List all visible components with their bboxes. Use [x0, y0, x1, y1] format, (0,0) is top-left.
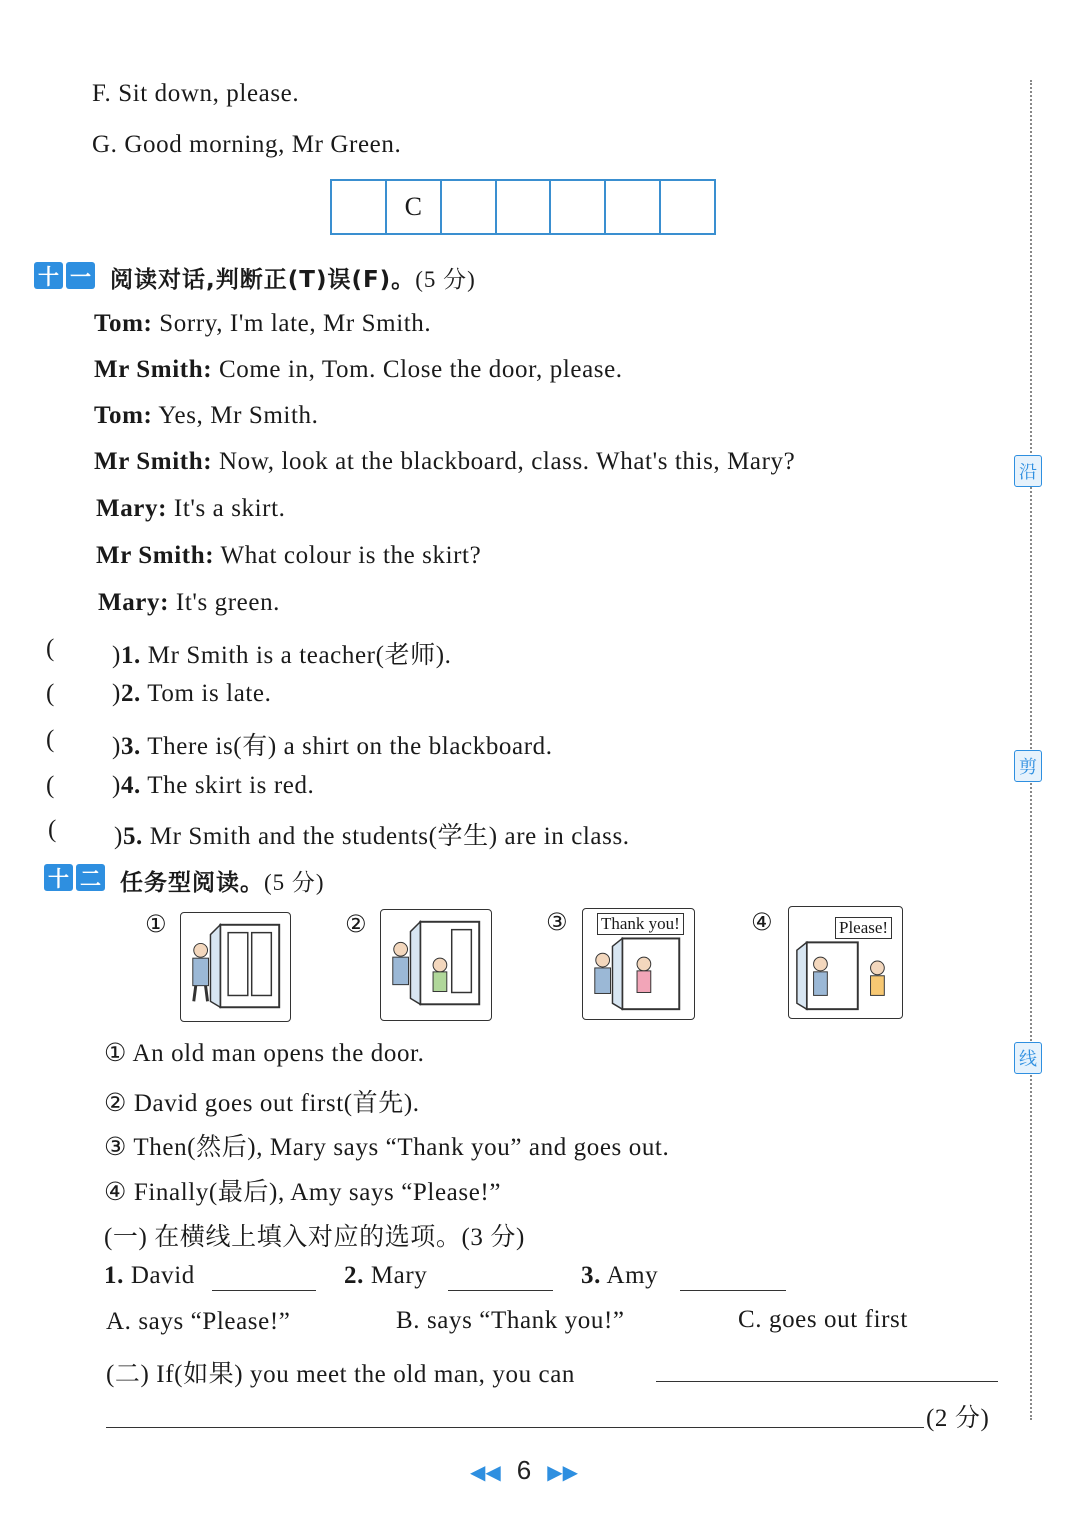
- option-g: G. Good morning, Mr Green.: [92, 131, 402, 158]
- story-sentence: ③ Then(然后), Mary says “Thank you” and goes out.: [104, 1134, 670, 1161]
- part-2-prompt: (二) If(如果) you meet the old man, you can: [106, 1361, 576, 1388]
- question-num: 1.: [120, 642, 141, 669]
- door-scene-illustration: [181, 913, 290, 1021]
- question-text: The skirt is red.: [147, 772, 315, 799]
- prev-page-icon[interactable]: ◀◀: [470, 1462, 501, 1484]
- tf-question: [114, 816, 630, 852]
- speaker: Mr Smith:: [96, 542, 215, 569]
- tf-question: [112, 772, 314, 800]
- item-num: 3.: [581, 1262, 601, 1289]
- story-sentence: ① An old man opens the door.: [104, 1040, 425, 1067]
- dialogue-line: [94, 310, 431, 338]
- pager: [0, 1455, 1048, 1486]
- picture-number: ①: [145, 910, 167, 938]
- answer-blank[interactable]: [680, 1290, 786, 1291]
- speaker: Mr Smith:: [94, 356, 213, 383]
- story-sentence: ④ Finally(最后), Amy says “Please!”: [104, 1179, 502, 1206]
- answer-bracket-open[interactable]: (: [46, 772, 55, 799]
- dialogue-text: Sorry, I'm late, Mr Smith.: [159, 310, 432, 337]
- answer-bracket-open[interactable]: (: [48, 816, 57, 843]
- question-num: 4.: [120, 772, 141, 799]
- speaker: Mary:: [98, 589, 170, 616]
- bracket-close: ): [114, 823, 123, 850]
- section-11-title: [110, 261, 476, 294]
- answer-cell[interactable]: C: [387, 181, 442, 233]
- item-name: Amy: [606, 1262, 659, 1289]
- badge-char: 十: [34, 262, 63, 289]
- next-page-icon[interactable]: ▶▶: [547, 1462, 578, 1484]
- bracket-close: ): [112, 642, 121, 669]
- picture-number: ④: [751, 908, 773, 936]
- dialogue-line: [94, 402, 318, 430]
- section-12-title: [120, 864, 325, 897]
- dialogue-text: It's green.: [175, 589, 281, 616]
- choice-c: C. goes out first: [738, 1306, 908, 1333]
- fill-item: [104, 1262, 195, 1290]
- picture-number: ②: [345, 910, 367, 938]
- tf-question: [112, 680, 271, 708]
- margin-tag: 沿: [1014, 455, 1042, 487]
- question-num: 5.: [122, 823, 143, 850]
- dialogue-line: [98, 589, 280, 617]
- picture-amy-please: [788, 906, 903, 1019]
- picture-old-man-opens-door: [180, 912, 291, 1022]
- speaker: Mr Smith:: [94, 448, 213, 475]
- answer-cell[interactable]: [551, 181, 606, 233]
- dialogue-text: Yes, Mr Smith.: [158, 402, 319, 429]
- margin-tag: 剪: [1014, 750, 1042, 782]
- story-sentence: ② David goes out first(首先).: [104, 1090, 420, 1117]
- section-points: (5 分): [264, 870, 325, 895]
- choice-b: B. says “Thank you!”: [396, 1307, 625, 1334]
- picture-david-goes-out: [380, 909, 492, 1021]
- section-12-badge: [44, 864, 105, 891]
- dialogue-line: [96, 495, 286, 523]
- part-1-title: (一) 在横线上填入对应的选项。(3 分): [104, 1224, 525, 1251]
- dialogue-line: [96, 542, 481, 570]
- section-title-text: 任务型阅读。: [120, 870, 264, 896]
- answer-blank[interactable]: [106, 1427, 924, 1428]
- speech-bubble: Thank you!: [597, 913, 684, 935]
- dialogue-line: [94, 448, 795, 476]
- badge-char: 十: [44, 864, 73, 891]
- fill-item: [581, 1262, 658, 1290]
- answer-cell[interactable]: [332, 181, 387, 233]
- question-text: Mr Smith and the students(学生) are in class.: [149, 823, 630, 850]
- door-scene-illustration: [381, 910, 491, 1020]
- tf-question: [112, 726, 553, 762]
- fill-item: [344, 1262, 427, 1290]
- speaker: Tom:: [94, 402, 153, 429]
- section-points: (5 分): [415, 267, 476, 292]
- speech-bubble: Please!: [835, 917, 892, 939]
- answer-blank[interactable]: [212, 1290, 316, 1291]
- question-text: Tom is late.: [147, 680, 272, 707]
- dialogue-line: [94, 356, 623, 384]
- section-title-text: 阅读对话,判断正(T)误(F)。: [110, 267, 416, 293]
- speaker: Tom:: [94, 310, 153, 337]
- answer-cell[interactable]: [661, 181, 714, 233]
- bracket-close: ): [112, 680, 121, 707]
- item-num: 2.: [344, 1262, 364, 1289]
- choice-a: A. says “Please!”: [106, 1308, 291, 1335]
- question-text: There is(有) a shirt on the blackboard.: [147, 733, 553, 760]
- tf-question: [112, 635, 451, 671]
- answer-grid: [330, 179, 716, 235]
- answer-blank[interactable]: [448, 1290, 553, 1291]
- part-2-points: (2 分): [926, 1405, 990, 1432]
- badge-char: 二: [76, 864, 105, 891]
- question-text: Mr Smith is a teacher(老师).: [147, 642, 452, 669]
- question-num: 3.: [120, 733, 141, 760]
- speaker: Mary:: [96, 495, 168, 522]
- item-name: David: [130, 1262, 195, 1289]
- picture-mary-thanks: [582, 908, 695, 1020]
- picture-number: ③: [546, 908, 568, 936]
- section-11-badge: [34, 262, 95, 289]
- question-num: 2.: [120, 680, 141, 707]
- answer-bracket-open[interactable]: (: [46, 726, 55, 753]
- answer-cell[interactable]: [497, 181, 552, 233]
- option-f: F. Sit down, please.: [92, 80, 300, 107]
- answer-bracket-open[interactable]: (: [46, 680, 55, 707]
- item-name: Mary: [370, 1262, 428, 1289]
- page-number: 6: [516, 1455, 532, 1485]
- answer-cell[interactable]: [606, 181, 661, 233]
- dialogue-text: It's a skirt.: [173, 495, 286, 522]
- answer-bracket-open[interactable]: (: [46, 635, 55, 662]
- dialogue-text: Now, look at the blackboard, class. What's this, Mary?: [218, 448, 796, 475]
- item-num: 1.: [104, 1262, 124, 1289]
- answer-cell[interactable]: [442, 181, 497, 233]
- dialogue-text: Come in, Tom. Close the door, please.: [218, 356, 623, 383]
- answer-blank[interactable]: [656, 1381, 998, 1382]
- bracket-close: ): [112, 772, 121, 799]
- margin-tag: 线: [1014, 1042, 1042, 1074]
- dialogue-text: What colour is the skirt?: [220, 542, 482, 569]
- badge-char: 一: [66, 262, 95, 289]
- bracket-close: ): [112, 733, 121, 760]
